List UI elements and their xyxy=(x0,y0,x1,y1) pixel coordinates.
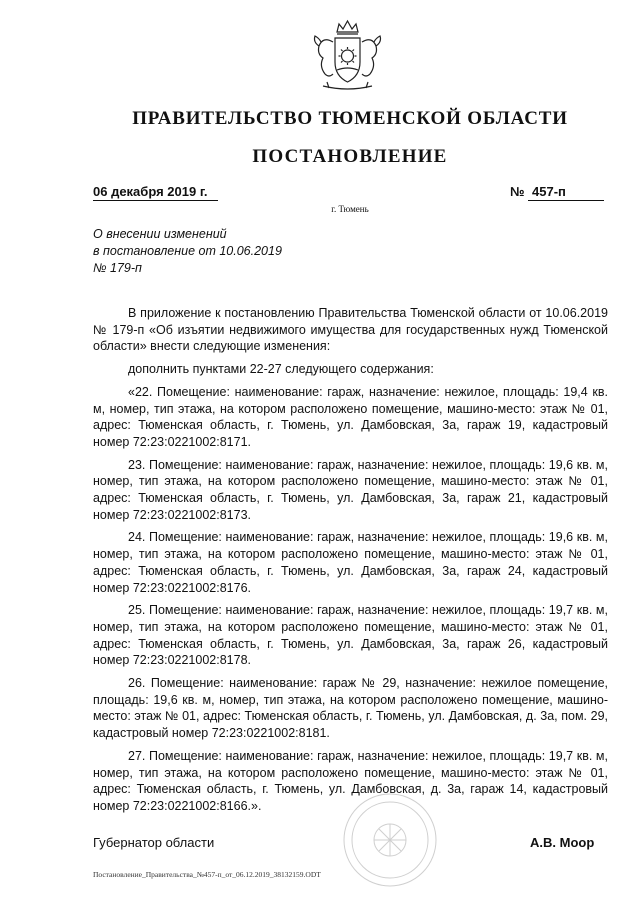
body-paragraph: 25. Помещение: наименование: гараж, назначение: нежилое, площадь: 19,7 кв. м, номер, тип этажа, на котором расположено помещение, машино-место: этаж № 01, адрес: Тюменская область, г. Тюмень, ул. Дамбовская, 3а, гараж 26, кадастровый номер 72:23:0221002:8178. xyxy=(93,603,608,668)
official-seal-icon xyxy=(340,790,440,890)
number-sign: № xyxy=(510,184,525,199)
body-paragraph: 26. Помещение: наименование: гараж № 29, назначение: нежилое помещение, площадь: 19,6 кв. м, номер, тип этажа, на котором расположено помещение, машино-место: этаж № 01, адрес: Тюменская область, г. Тюмень, ул. Дамбовская, д. 3а, пом. 29, кадастровый номер 72:23:0221002:8181. xyxy=(93,676,608,741)
file-footer: Постановление_Правительства_№457-п_от_06.12.2019_38132159.ODT xyxy=(93,870,321,879)
document-subject xyxy=(93,226,353,277)
body-paragraph: 24. Помещение: наименование: гараж, назначение: нежилое, площадь: 19,6 кв. м, номер, тип этажа, на котором расположено помещение, машино-место: этаж № 01, адрес: Тюменская область, г. Тюмень, ул. Дамбовская, 3а, гараж 24, кадастровый номер 72:23:0221002:8176. xyxy=(93,530,608,595)
body-paragraph: дополнить пунктами 22-27 следующего содержания: xyxy=(128,362,434,377)
coat-of-arms-icon xyxy=(305,18,390,96)
subject-line: в постановление от 10.06.2019 xyxy=(93,244,282,258)
signer-position: Губернатор области xyxy=(93,835,215,850)
signer-name: А.В. Моор xyxy=(530,835,595,850)
organization-title: ПРАВИТЕЛЬСТВО ТЮМЕНСКОЙ ОБЛАСТИ xyxy=(132,108,568,129)
body-paragraph: В приложение к постановлению Правительства Тюменской области от 10.06.2019 № 179-п «Об изъятии недвижимого имущества для государственных нужд Тюменской области» внести следующие изменения: xyxy=(93,306,608,354)
city: г. Тюмень xyxy=(331,204,369,214)
document-number: 457-п xyxy=(528,184,604,201)
subject-line: О внесении изменений xyxy=(93,227,227,241)
document-date: 06 декабря 2019 г. xyxy=(93,184,218,201)
body-paragraph: 23. Помещение: наименование: гараж, назначение: нежилое, площадь: 19,6 кв. м, номер, тип этажа, на котором расположено помещение, машино-место: этаж № 01, адрес: Тюменская область, г. Тюмень, ул. Дамбовская, 3а, гараж 21, кадастровый номер 72:23:0221002:8173. xyxy=(93,457,608,522)
document-type: ПОСТАНОВЛЕНИЕ xyxy=(252,146,448,167)
subject-line: № 179-п xyxy=(93,261,142,275)
body-paragraph: 27. Помещение: наименование: гараж, назначение: нежилое, площадь: 19,7 кв. м, номер, тип этажа, на котором расположено помещение, машино-место: этаж № 01, адрес: Тюменская область, г. Тюмень, ул. Дамбовская, д. 3а, гараж 14, кадастровый номер 72:23:0221002:8166.». xyxy=(93,748,608,813)
body-paragraph: «22. Помещение: наименование: гараж, назначение: нежилое, площадь: 19,4 кв. м, номер, тип этажа, на котором расположено помещение, машино-место: этаж № 01, адрес: Тюменская область, г. Тюмень, ул. Дамбовская, 3а, гараж 19, кадастровый номер 72:23:0221002:8171. xyxy=(93,384,608,449)
document-body xyxy=(93,305,608,821)
